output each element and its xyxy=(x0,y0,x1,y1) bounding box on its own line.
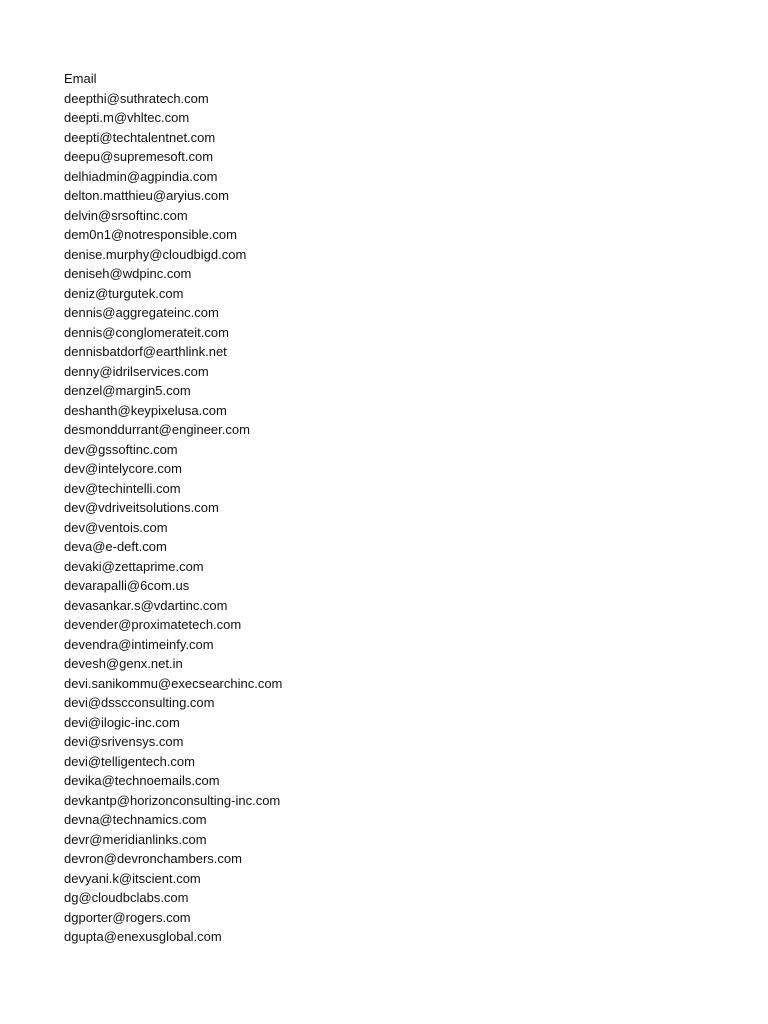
email-entry: devi@srivensys.com xyxy=(64,734,184,749)
email-entry: devaki@zettaprime.com xyxy=(64,558,204,574)
email-entry: dennisbatdorf@earthlink.net xyxy=(64,344,227,359)
email-entry: delton.matthieu@aryius.com xyxy=(64,188,229,203)
email-entry: devna@technamics.com xyxy=(64,812,207,827)
email-entry: desmonddurrant@engineer.com xyxy=(64,422,250,437)
email-entry: devesh@genx.net.in xyxy=(64,656,183,671)
email-list xyxy=(64,89,282,947)
email-entry: devarapalli@6com.us xyxy=(64,578,190,593)
email-entry: devika@technoemails.com xyxy=(64,773,220,788)
email-entry: devyani.k@itscient.com xyxy=(64,870,201,886)
email-entry: devi@telligentech.com xyxy=(64,753,195,769)
email-entry: devkantp@horizonconsulting-inc.com xyxy=(64,792,281,808)
email-entry: devender@proximatetech.com xyxy=(64,617,242,632)
email-entry: devi.sanikommu@execsearchinc.com xyxy=(64,675,283,691)
email-entry: dgporter@rogers.com xyxy=(64,909,191,925)
column-header: Email xyxy=(64,71,97,86)
email-entry: denise.murphy@cloudbigd.com xyxy=(64,246,247,262)
email-entry: deniz@turgutek.com xyxy=(64,285,184,301)
email-entry: devendra@intimeinfy.com xyxy=(64,636,214,652)
email-entry: deshanth@keypixelusa.com xyxy=(64,402,227,418)
email-entry: deepthi@suthratech.com xyxy=(64,90,209,106)
email-entry: dem0n1@notresponsible.com xyxy=(64,227,237,242)
email-entry: dg@cloudbclabs.com xyxy=(64,890,189,905)
email-entry: devr@meridianlinks.com xyxy=(64,831,207,847)
email-entry: devi@ilogic-inc.com xyxy=(64,714,180,730)
email-entry: dev@intelycore.com xyxy=(64,461,182,476)
email-entry: dennis@conglomerateit.com xyxy=(64,324,229,340)
email-entry: delhiadmin@agpindia.com xyxy=(64,168,218,184)
email-entry: dev@ventois.com xyxy=(64,519,168,535)
email-entry: dev@vdriveitsolutions.com xyxy=(64,500,219,515)
email-entry: deepti.m@vhltec.com xyxy=(64,110,190,125)
email-entry: dev@gssoftinc.com xyxy=(64,441,178,457)
email-entry: denzel@margin5.com xyxy=(64,383,191,398)
email-entry: delvin@srsoftinc.com xyxy=(64,207,188,223)
email-entry: dgupta@enexusglobal.com xyxy=(64,929,222,944)
email-entry: dev@techintelli.com xyxy=(64,480,181,496)
email-column xyxy=(64,69,282,947)
email-entry: devi@dsscconsulting.com xyxy=(64,695,215,710)
email-entry: devron@devronchambers.com xyxy=(64,851,242,866)
email-entry: denny@idrilservices.com xyxy=(64,363,209,379)
email-entry: deepti@techtalentnet.com xyxy=(64,129,216,145)
email-entry: deniseh@wdpinc.com xyxy=(64,266,192,281)
email-entry: deepu@supremesoft.com xyxy=(64,149,214,164)
email-entry: deva@e-deft.com xyxy=(64,539,167,554)
email-entry: dennis@aggregateinc.com xyxy=(64,305,219,320)
email-entry: devasankar.s@vdartinc.com xyxy=(64,597,228,613)
